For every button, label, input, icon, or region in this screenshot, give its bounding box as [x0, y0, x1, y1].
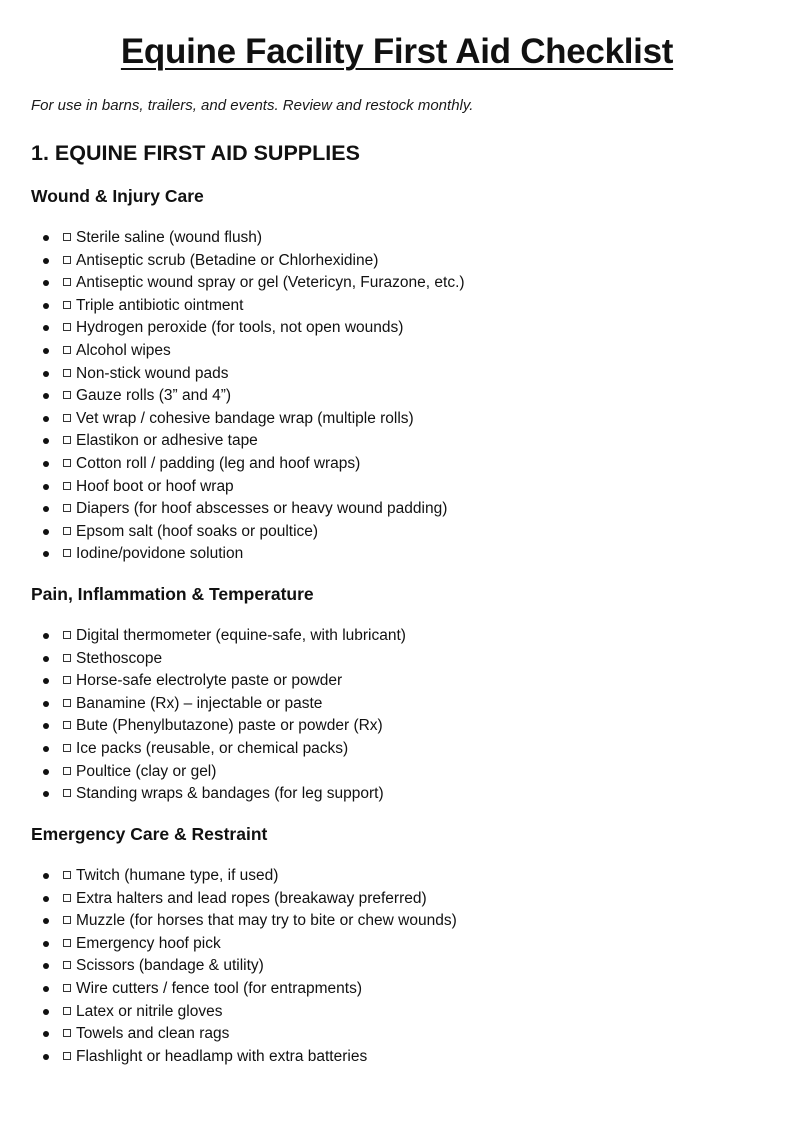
checklist-item-label: Ice packs (reusable, or chemical packs): [76, 739, 349, 757]
checkbox-icon[interactable]: [63, 482, 71, 490]
checklist-item: [31, 933, 751, 956]
checkbox-icon[interactable]: [63, 894, 71, 902]
bullet-icon: [43, 769, 49, 775]
checklist-item: [31, 1023, 751, 1046]
checklist-item: [31, 955, 751, 978]
checkbox-icon[interactable]: [63, 939, 71, 947]
checklist-item-label: Hydrogen peroxide (for tools, not open wounds): [76, 319, 404, 337]
checkbox-icon[interactable]: [63, 916, 71, 924]
checklist-item: [31, 865, 751, 888]
checkbox-icon[interactable]: [63, 369, 71, 377]
checkbox-icon[interactable]: [63, 721, 71, 729]
checklist-item: [31, 476, 751, 499]
checkbox-icon[interactable]: [63, 414, 71, 422]
checklist-item-label: Standing wraps & bandages (for leg support): [76, 785, 384, 803]
checkbox-icon[interactable]: [63, 256, 71, 264]
page-title: Equine Facility First Aid Checklist: [120, 32, 674, 71]
checklist-item-label: Gauze rolls (3” and 4”): [76, 387, 232, 405]
checkbox-icon[interactable]: [63, 744, 71, 752]
subsection-heading-emergency-care: Emergency Care & Restraint: [31, 824, 268, 844]
checkbox-icon[interactable]: [63, 631, 71, 639]
bullet-icon: [43, 963, 49, 969]
bullet-icon: [43, 371, 49, 377]
subsection-heading-wound-care: Wound & Injury Care: [31, 186, 204, 206]
bullet-icon: [43, 529, 49, 535]
checklist-item: [31, 978, 751, 1001]
checkbox-icon[interactable]: [63, 504, 71, 512]
checklist-item-label: Antiseptic wound spray or gel (Vetericyn, Furazone, etc.): [76, 274, 465, 292]
checklist-item: [31, 385, 751, 408]
bullet-icon: [43, 656, 49, 662]
checklist-item-label: Scissors (bandage & utility): [76, 957, 264, 975]
checklist-item: [31, 648, 751, 671]
checklist-item: [31, 693, 751, 716]
checklist-item-label: Hoof boot or hoof wrap: [76, 477, 234, 495]
bullet-icon: [43, 896, 49, 902]
checklist-item-label: Cotton roll / padding (leg and hoof wraps): [76, 454, 361, 472]
checklist-item-label: Sterile saline (wound flush): [76, 229, 263, 246]
pain-care-list: [31, 625, 751, 806]
checklist-item: [31, 498, 751, 521]
wound-care-list: [31, 227, 751, 566]
checklist-item: [31, 888, 751, 911]
checkbox-icon[interactable]: [63, 346, 71, 354]
checklist-item-label: Twitch (humane type, if used): [76, 867, 279, 884]
checkbox-icon[interactable]: [63, 654, 71, 662]
bullet-icon: [43, 235, 49, 241]
checkbox-icon[interactable]: [63, 676, 71, 684]
checkbox-icon[interactable]: [63, 984, 71, 992]
bullet-icon: [43, 678, 49, 684]
subsection-pain-care: [31, 584, 751, 803]
checklist-item: [31, 670, 751, 693]
checkbox-icon[interactable]: [63, 789, 71, 797]
checklist-item: [31, 453, 751, 476]
checklist-item: [31, 1001, 751, 1024]
checklist-item-label: Alcohol wipes: [76, 341, 171, 359]
checkbox-icon[interactable]: [63, 233, 71, 241]
checkbox-icon[interactable]: [63, 527, 71, 535]
checkbox-icon[interactable]: [63, 871, 71, 879]
section-heading-supplies: 1. EQUINE FIRST AID SUPPLIES: [31, 141, 360, 165]
bullet-icon: [43, 348, 49, 354]
page-subtitle: For use in barns, trailers, and events. Review and restock monthly.: [31, 97, 474, 114]
checklist-item: [31, 317, 751, 340]
bullet-icon: [43, 303, 49, 309]
checkbox-icon[interactable]: [63, 436, 71, 444]
checklist-item: [31, 715, 751, 738]
checklist-item: [31, 521, 751, 544]
checklist-item-label: Latex or nitrile gloves: [76, 1002, 223, 1020]
checklist-item-label: Flashlight or headlamp with extra batteries: [76, 1047, 368, 1065]
bullet-icon: [43, 633, 49, 639]
checklist-item: [31, 738, 751, 761]
checklist-item-label: Wire cutters / fence tool (for entrapments): [76, 979, 362, 997]
checkbox-icon[interactable]: [63, 699, 71, 707]
checklist-item: [31, 761, 751, 784]
checkbox-icon[interactable]: [63, 961, 71, 969]
checklist-item: [31, 408, 751, 431]
bullet-icon: [43, 701, 49, 707]
emergency-care-list: [31, 865, 751, 1068]
bullet-icon: [43, 941, 49, 947]
checkbox-icon[interactable]: [63, 301, 71, 309]
bullet-icon: [43, 280, 49, 286]
bullet-icon: [43, 1054, 49, 1060]
bullet-icon: [43, 416, 49, 422]
bullet-icon: [43, 551, 49, 557]
checklist-item-label: Digital thermometer (equine-safe, with lubricant): [76, 627, 406, 644]
bullet-icon: [43, 461, 49, 467]
checklist-item-label: Extra halters and lead ropes (breakaway preferred): [76, 889, 427, 907]
checklist-item-label: Epsom salt (hoof soaks or poultice): [76, 522, 319, 540]
checkbox-icon[interactable]: [63, 1029, 71, 1037]
subsection-emergency-care: [31, 824, 751, 1065]
checklist-item-label: Towels and clean rags: [76, 1025, 230, 1043]
subsection-wound-care: [31, 186, 751, 563]
checklist-item-label: Elastikon or adhesive tape: [76, 432, 258, 450]
checklist-item-label: Muzzle (for horses that may try to bite or chew wounds): [76, 912, 457, 930]
bullet-icon: [43, 1031, 49, 1037]
checklist-item: [31, 250, 751, 273]
bullet-icon: [43, 484, 49, 490]
checklist-item: [31, 340, 751, 363]
bullet-icon: [43, 873, 49, 879]
checklist-item: [31, 625, 751, 648]
checklist-item: [31, 295, 751, 318]
bullet-icon: [43, 393, 49, 399]
checklist-item-label: Diapers (for hoof abscesses or heavy wound padding): [76, 500, 448, 518]
checklist-item-label: Antiseptic scrub (Betadine or Chlorhexidine): [76, 251, 379, 269]
checklist-item-label: Emergency hoof pick: [76, 934, 221, 952]
checkbox-icon[interactable]: [63, 323, 71, 331]
checklist-item-label: Banamine (Rx) – injectable or paste: [76, 694, 323, 712]
checklist-item: [31, 1046, 751, 1069]
bullet-icon: [43, 746, 49, 752]
checklist-item: [31, 272, 751, 295]
bullet-icon: [43, 438, 49, 444]
checklist-item-label: Bute (Phenylbutazone) paste or powder (Rx): [76, 717, 383, 735]
checklist-item: [31, 543, 751, 566]
bullet-icon: [43, 986, 49, 992]
checklist-item: [31, 227, 751, 250]
checkbox-icon[interactable]: [63, 767, 71, 775]
subsection-heading-pain-care: Pain, Inflammation & Temperature: [31, 584, 314, 604]
checklist-item: [31, 430, 751, 453]
checklist-item-label: Poultice (clay or gel): [76, 762, 217, 780]
bullet-icon: [43, 258, 49, 264]
bullet-icon: [43, 1009, 49, 1015]
bullet-icon: [43, 325, 49, 331]
checklist-item: [31, 910, 751, 933]
checklist-item-label: Iodine/povidone solution: [76, 545, 244, 563]
checklist-item-label: Stethoscope: [76, 649, 163, 667]
checklist-item-label: Non-stick wound pads: [76, 364, 229, 382]
checkbox-icon[interactable]: [63, 1052, 71, 1060]
checklist-item-label: Vet wrap / cohesive bandage wrap (multiple rolls): [76, 409, 414, 427]
checkbox-icon[interactable]: [63, 459, 71, 467]
checkbox-icon[interactable]: [63, 549, 71, 557]
checklist-item-label: Horse-safe electrolyte paste or powder: [76, 672, 343, 690]
checklist-item: [31, 363, 751, 386]
bullet-icon: [43, 506, 49, 512]
checkbox-icon[interactable]: [63, 1007, 71, 1015]
checklist-item-label: Triple antibiotic ointment: [76, 296, 244, 314]
checkbox-icon[interactable]: [63, 278, 71, 286]
bullet-icon: [43, 918, 49, 924]
checklist-item: [31, 783, 751, 806]
bullet-icon: [43, 723, 49, 729]
bullet-icon: [43, 791, 49, 797]
checkbox-icon[interactable]: [63, 391, 71, 399]
